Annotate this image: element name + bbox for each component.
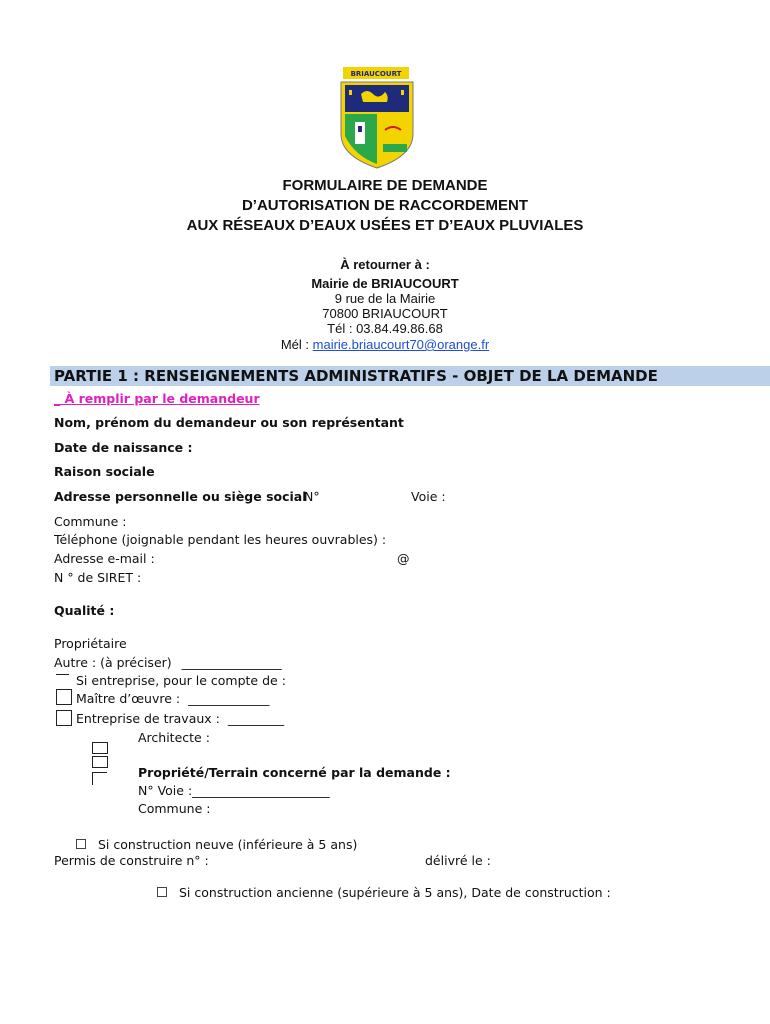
field-siret-label: N ° de SIRET : — [54, 570, 142, 585]
quality-other: Autre : (à préciser) — [54, 655, 172, 670]
quality-other-line: ________________ — [181, 655, 282, 670]
quality-contractor: Entreprise de travaux : — [76, 711, 220, 726]
construction-old-row — [157, 885, 611, 900]
mairie-city: 70800 BRIAUCOURT — [322, 306, 448, 321]
construction-old: Si construction ancienne (supérieure à 5 ans), Date de construction : — [179, 885, 611, 900]
field-address-number: N° — [304, 489, 320, 504]
quality-company-intro: Si entreprise, pour le compte de : — [76, 673, 286, 688]
field-company-label: Raison sociale — [54, 464, 155, 479]
construction-new-row — [76, 837, 357, 852]
mairie-street: 9 rue de la Mairie — [334, 291, 436, 306]
property-road-line: ______________________ — [192, 783, 330, 798]
field-email-label: Adresse e-mail : — [54, 551, 155, 566]
architect-checkbox[interactable] — [92, 742, 108, 754]
other-checkbox-a[interactable] — [92, 756, 108, 768]
briaucourt-logo — [335, 64, 419, 170]
construction-new: Si construction neuve (inférieure à 5 ans) — [98, 837, 358, 852]
field-email-at: @ — [397, 551, 410, 566]
email-label: Mél : — [280, 337, 310, 352]
construction-old-checkbox[interactable] — [157, 887, 167, 897]
property-label: Propriété/Terrain concerné par la demande : — [138, 765, 451, 780]
field-address-label: Adresse personnelle ou siège social — [54, 489, 307, 504]
field-road-label: Voie : — [411, 489, 446, 504]
form-title-line-3: AUX RÉSEAUX D’EAUX USÉES ET D’EAUX PLUVIALES — [186, 217, 584, 234]
other-checkbox-b[interactable] — [92, 772, 107, 785]
form-title-line-1: FORMULAIRE DE DEMANDE — [282, 177, 488, 194]
construction-new-checkbox[interactable] — [76, 839, 86, 849]
mairie-phone: Tél : 03.84.49.86.68 — [327, 321, 443, 336]
property-road-row — [138, 783, 330, 798]
contractor-checkbox[interactable] — [56, 710, 72, 726]
quality-architect: Architecte : — [138, 730, 210, 745]
quality-owner: Propriétaire — [54, 636, 127, 651]
quality-label: Qualité : — [54, 603, 115, 618]
logo-banner-text: BRIAUCOURT — [350, 70, 402, 78]
quality-other-row — [54, 655, 282, 670]
quality-moe-line: _____________ — [188, 691, 270, 706]
quality-moe-row — [76, 691, 269, 706]
property-commune: Commune : — [138, 801, 211, 816]
quality-contractor-row — [76, 711, 284, 726]
quality-moe: Maître d’œuvre : — [76, 691, 181, 706]
mairie-email-link[interactable]: mairie.briaucourt70@orange.fr — [312, 337, 490, 352]
section-1-subtitle: _ À remplir par le demandeur — [54, 391, 260, 406]
property-road: N° Voie : — [138, 783, 193, 798]
owner-checkbox[interactable] — [56, 674, 69, 688]
mairie-name: Mairie de BRIAUCOURT — [311, 276, 459, 291]
field-phone-label: Téléphone (joignable pendant les heures ouvrables) : — [54, 532, 387, 547]
field-commune-label: Commune : — [54, 514, 127, 529]
moe-checkbox[interactable] — [56, 689, 72, 705]
return-label: À retourner à : — [340, 257, 430, 272]
field-name-label: Nom, prénom du demandeur ou son représentant — [54, 415, 404, 430]
section-1-title: PARTIE 1 : RENSEIGNEMENTS ADMINISTRATIFS - OBJET DE LA DEMANDE — [54, 367, 658, 385]
field-birth-label: Date de naissance : — [54, 440, 193, 455]
form-title-line-2: D’AUTORISATION DE RACCORDEMENT — [241, 197, 529, 214]
quality-contractor-line: _________ — [227, 711, 285, 726]
permit-issued-label: délivré le : — [425, 853, 491, 868]
mairie-email-row — [0, 337, 770, 352]
permit-label: Permis de construire n° : — [54, 853, 209, 868]
